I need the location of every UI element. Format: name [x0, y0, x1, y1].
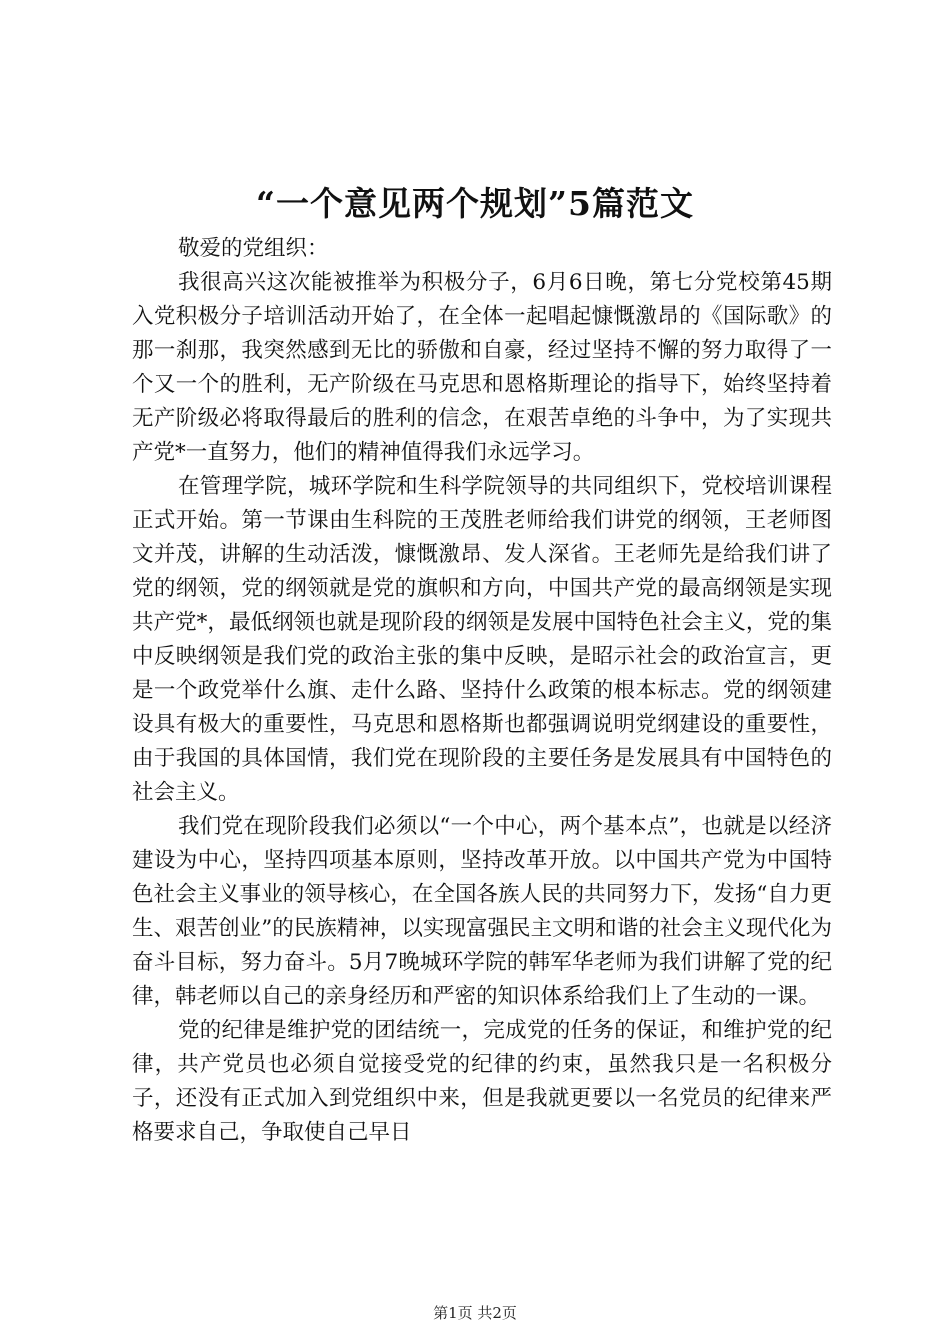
paragraph-1: 我很高兴这次能被推举为积极分子，6月6日晚，第七分党校第45期入党积极分子培训活动开始了，在全体一起唱起慷慨激昂的《国际歌》的那一刹那，我突然感到无比的骄傲和自豪，经过坚持不懈的努力取得了一个又一个的胜利，无产阶级在马克思和恩格斯理论的指导下，始终坚持着无产阶级必将取得最后的胜利的信念，在艰苦卓绝的斗争中，为了实现共产党*一直努力，他们的精神值得我们永远学习。 — [132, 270, 832, 465]
page-footer: 第1页 共2页 — [433, 1304, 517, 1322]
salutation: 敬爱的党组织： — [178, 236, 329, 261]
paragraph-4: 党的纪律是维护党的团结统一，完成党的任务的保证，和维护党的纪律，共产党员也必须自觉接受党的纪律的约束，虽然我只是一名积极分子，还没有正式加入到党组织中来，但是我就更要以一名党员的纪律来严格要求自己，争取使自己早日 — [132, 1018, 832, 1145]
document-body — [132, 232, 832, 1150]
paragraph-2: 在管理学院，城环学院和生科学院领导的共同组织下，党校培训课程正式开始。第一节课由生科院的王茂胜老师给我们讲党的纲领，王老师图文并茂，讲解的生动活泼，慷慨激昂、发人深省。王老师先是给我们讲了党的纲领，党的纲领就是党的旗帜和方向，中国共产党的最高纲领是实现共产党*，最低纲领也就是现阶段的纲领是发展中国特色社会主义，党的集中反映纲领是我们党的政治主张的集中反映，是昭示社会的政治宣言，更是一个政党举什么旗、走什么路、坚持什么政策的根本标志。党的纲领建设具有极大的重要性，马克思和恩格斯也都强调说明党纲建设的重要性，由于我国的具体国情，我们党在现阶段的主要任务是发展具有中国特色的社会主义。 — [132, 474, 832, 805]
document-title: “一个意见两个规划”5篇范文 — [256, 184, 694, 223]
paragraph-3: 我们党在现阶段我们必须以“一个中心，两个基本点”，也就是以经济建设为中心，坚持四项基本原则，坚持改革开放。以中国共产党为中国特色社会主义事业的领导核心，在全国各族人民的共同努力下，发扬“自力更生、艰苦创业”的民族精神，以实现富强民主文明和谐的社会主义现代化为奋斗目标，努力奋斗。5月7晚城环学院的韩军华老师为我们讲解了党的纪律，韩老师以自己的亲身经历和严密的知识体系给我们上了生动的一课。 — [132, 814, 832, 1009]
